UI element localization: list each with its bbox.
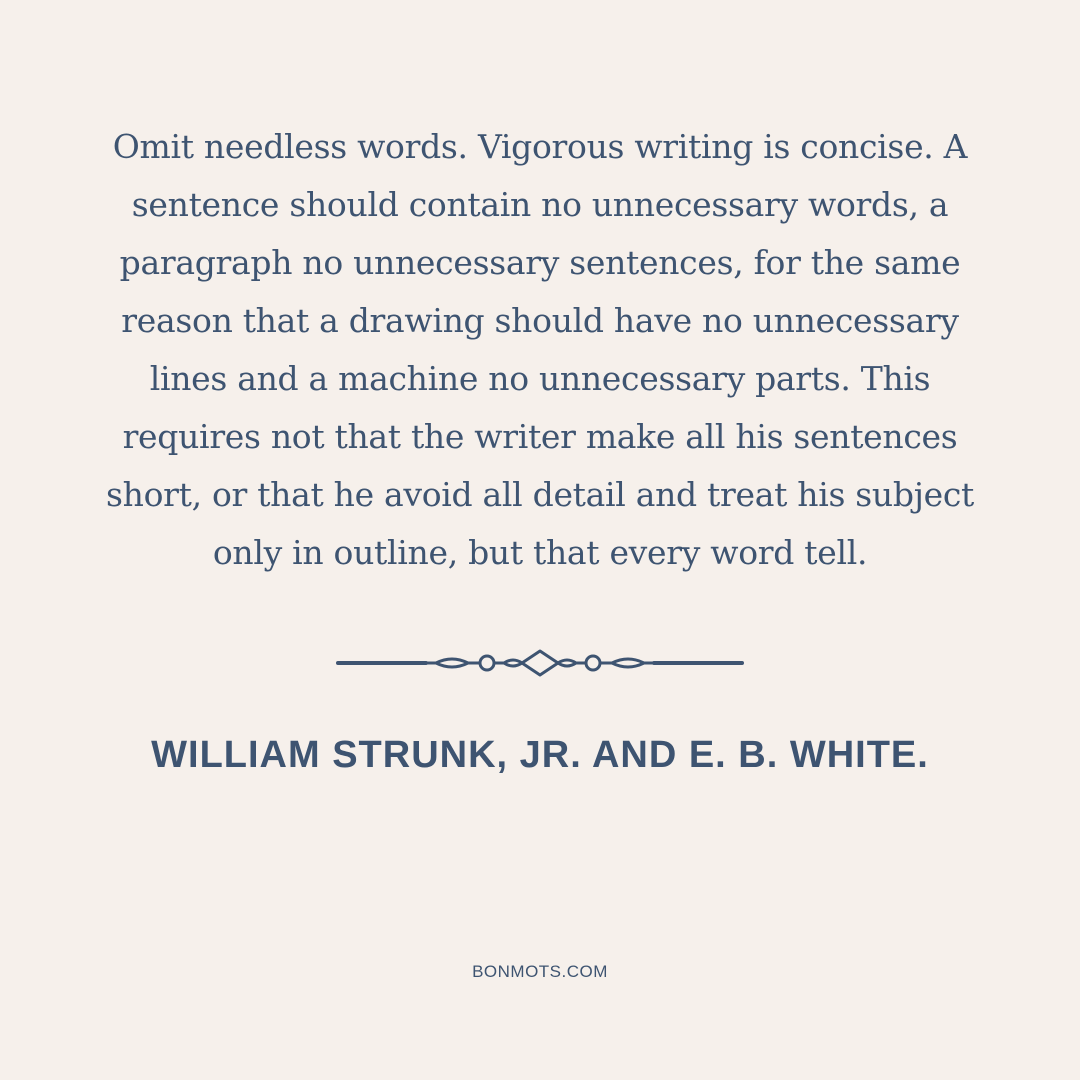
author-name: WILLIAM STRUNK, JR. AND E. B. WHITE. [151,734,929,776]
site-url: BONMOTS.COM [472,962,608,981]
quote-text: Omit needless words. Vigorous writing is concise. A sentence should contain no unnecessary words, a paragraph no unnecessary sentences, for the same reason that a drawing should have no unnecessary lines and a machine no unnecessary parts. This requires not that the writer make all his sentences short, or that he avoid all detail and treat his subject only in outline, but that every word tell. [105,127,974,572]
flourish-divider-icon [336,646,744,680]
